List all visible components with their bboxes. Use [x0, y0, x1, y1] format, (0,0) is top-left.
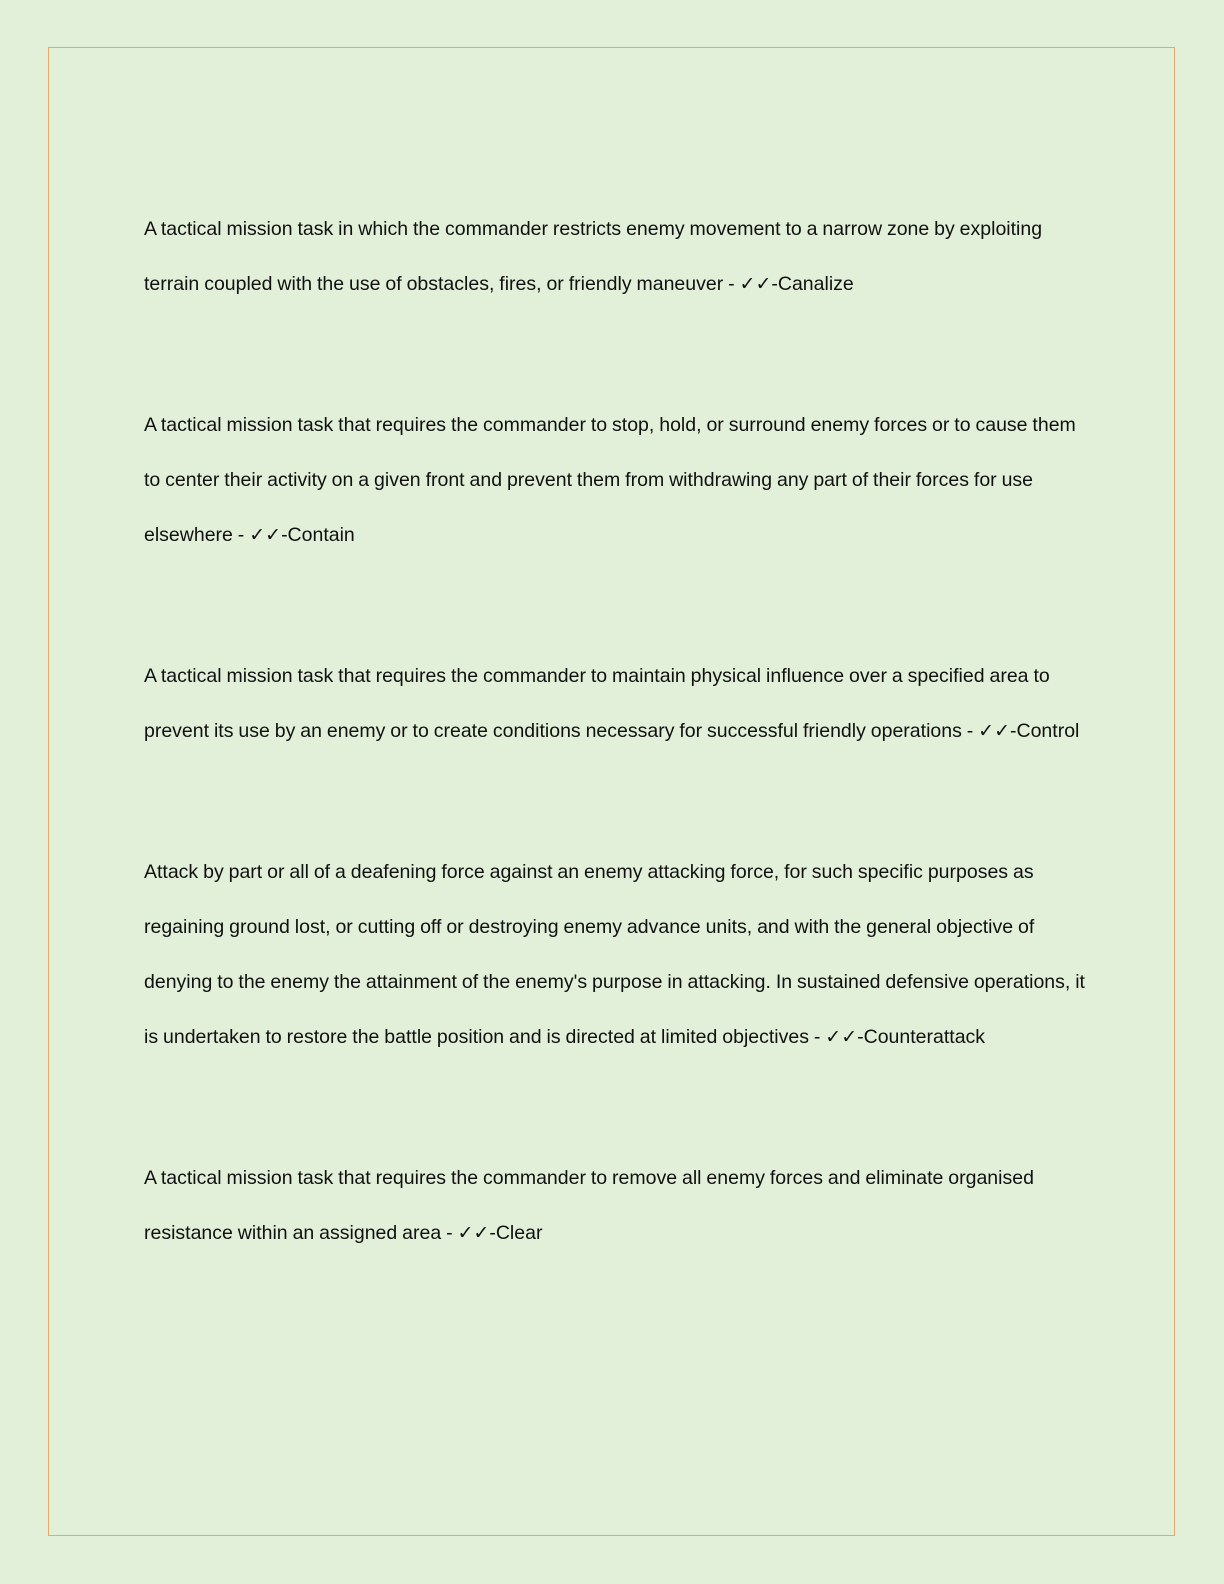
entry-contain: [144, 398, 1089, 563]
entry-question: A tactical mission task that requires the commander to remove all enemy forces and eliminate organised resistance within an assigned area -: [144, 1167, 1034, 1244]
entry-question: A tactical mission task that requires the commander to maintain physical influence over a specified area to prevent its use by an enemy or to create conditions necessary for successful friendly operations -: [144, 665, 1050, 742]
double-check-icon: ✓✓: [249, 524, 282, 546]
entry-answer: -Control: [1010, 720, 1080, 742]
entry-question: Attack by part or all of a deafening force against an enemy attacking force, for such specific purposes as regaining ground lost, or cutting off or destroying enemy advance units, and with the general objective of denying to the enemy the attainment of the enemy's purpose in attacking. In sustained defensive operations, it is undertaken to restore the battle position and is directed at limited objectives -: [144, 861, 1085, 1048]
document-body: [144, 202, 1089, 1347]
entry-counterattack: [144, 845, 1089, 1065]
entry-answer: -Counterattack: [857, 1026, 986, 1048]
entry-answer: -Canalize: [771, 273, 854, 295]
double-check-icon: ✓✓: [978, 720, 1011, 742]
double-check-icon: ✓✓: [457, 1222, 490, 1244]
double-check-icon: ✓✓: [825, 1026, 858, 1048]
entry-canalize: [144, 202, 1089, 312]
double-check-icon: ✓✓: [739, 273, 772, 295]
entry-question: A tactical mission task in which the commander restricts enemy movement to a narrow zone by exploiting terrain coupled with the use of obstacles, fires, or friendly maneuver -: [144, 218, 1043, 295]
entry-clear: [144, 1151, 1089, 1261]
entry-answer: -Clear: [489, 1222, 543, 1244]
entry-control: [144, 649, 1089, 759]
entry-answer: -Contain: [281, 524, 355, 546]
entry-question: A tactical mission task that requires the commander to stop, hold, or surround enemy forces or to cause them to center their activity on a given front and prevent them from withdrawing any part of their forces for use elsewhere -: [144, 414, 1076, 546]
